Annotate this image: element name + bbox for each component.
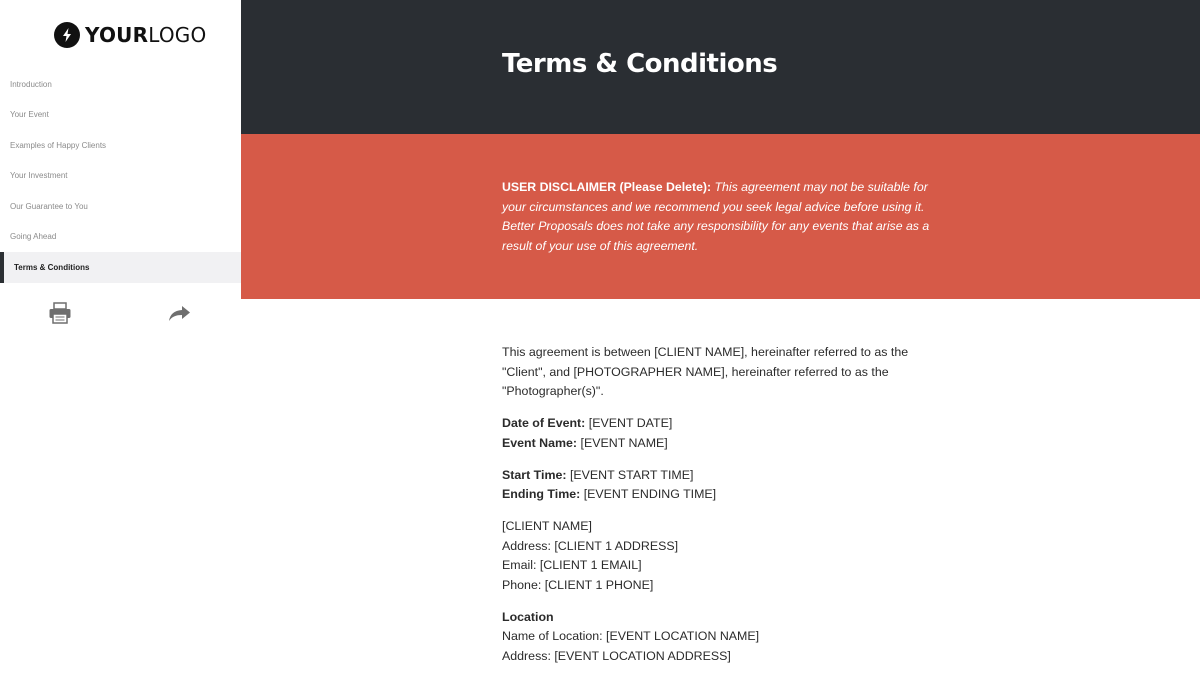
- sidebar-actions: [0, 298, 241, 328]
- event-date-label: Date of Event:: [502, 416, 586, 430]
- start-time-line: [502, 466, 942, 486]
- sidebar-item-label: Introduction: [10, 79, 52, 89]
- lightning-bolt-icon: [54, 22, 80, 48]
- disclaimer-banner: [241, 134, 1200, 299]
- page-title: Terms & Conditions: [502, 49, 778, 79]
- event-details: [502, 414, 942, 453]
- share-arrow-icon: [168, 304, 192, 322]
- event-name-line: [502, 434, 942, 454]
- client-details: [502, 517, 942, 595]
- client-address: Address: [CLIENT 1 ADDRESS]: [502, 538, 679, 553]
- sidebar-item-label: Terms & Conditions: [14, 262, 90, 272]
- event-date-value: [EVENT DATE]: [585, 416, 673, 430]
- sidebar: [0, 0, 241, 300]
- sidebar-item-terms-conditions[interactable]: [0, 252, 241, 283]
- sidebar-item-our-guarantee[interactable]: [0, 191, 241, 222]
- location-heading: Location: [502, 609, 554, 624]
- end-time-value: [EVENT ENDING TIME]: [580, 487, 717, 501]
- location-details: [502, 608, 942, 667]
- end-time-label: Ending Time:: [502, 487, 581, 501]
- client-email: Email: [CLIENT 1 EMAIL]: [502, 558, 642, 572]
- event-name-value: [EVENT NAME]: [577, 435, 668, 450]
- intro-paragraph: This agreement is between [CLIENT NAME], hereinafter referred to as the "Client", and [PHOTOGRAPHER NAME], hereinafter referred to as the "Photographer(s)".: [502, 345, 909, 398]
- start-time-value: [EVENT START TIME]: [566, 467, 694, 482]
- start-time-label: Start Time:: [502, 467, 567, 482]
- sidebar-item-label: Your Event: [10, 110, 49, 120]
- sidebar-nav: [0, 69, 241, 283]
- event-name-label: Event Name:: [502, 435, 578, 450]
- sidebar-item-going-ahead[interactable]: [0, 222, 241, 253]
- disclaimer-text: [502, 178, 942, 256]
- sidebar-item-label: Examples of Happy Clients: [10, 140, 107, 150]
- terms-content: [502, 343, 942, 679]
- logo[interactable]: [54, 20, 206, 50]
- client-name: [CLIENT NAME]: [502, 519, 592, 533]
- location-name: Name of Location: [EVENT LOCATION NAME]: [502, 629, 760, 643]
- disclaimer-label: USER DISCLAIMER (Please Delete):: [502, 180, 712, 194]
- sidebar-item-your-event[interactable]: [0, 100, 241, 131]
- location-address: Address: [EVENT LOCATION ADDRESS]: [502, 648, 731, 663]
- sidebar-item-label: Your Investment: [10, 171, 68, 181]
- time-details: [502, 466, 942, 505]
- sidebar-item-label: Going Ahead: [10, 232, 57, 242]
- share-button[interactable]: [167, 300, 193, 326]
- sidebar-item-examples-of-happy-clients[interactable]: [0, 130, 241, 161]
- print-icon: [48, 302, 72, 324]
- logo-text: YOURLOGO: [85, 23, 207, 47]
- sidebar-item-label: Our Guarantee to You: [10, 201, 88, 211]
- page-header: [241, 0, 1200, 134]
- sidebar-item-your-investment[interactable]: [0, 161, 241, 192]
- print-button[interactable]: [47, 300, 73, 326]
- end-time-line: [502, 485, 942, 505]
- disclaimer-body: This agreement may not be suitable for your circumstances and we recommend you seek legal advice before using it. Better Proposals does not take any responsibility for any events that arise as a result of your use of this agreement.: [502, 180, 930, 253]
- sidebar-item-introduction[interactable]: [0, 69, 241, 100]
- event-date-line: [502, 414, 942, 434]
- client-phone: Phone: [CLIENT 1 PHONE]: [502, 577, 654, 592]
